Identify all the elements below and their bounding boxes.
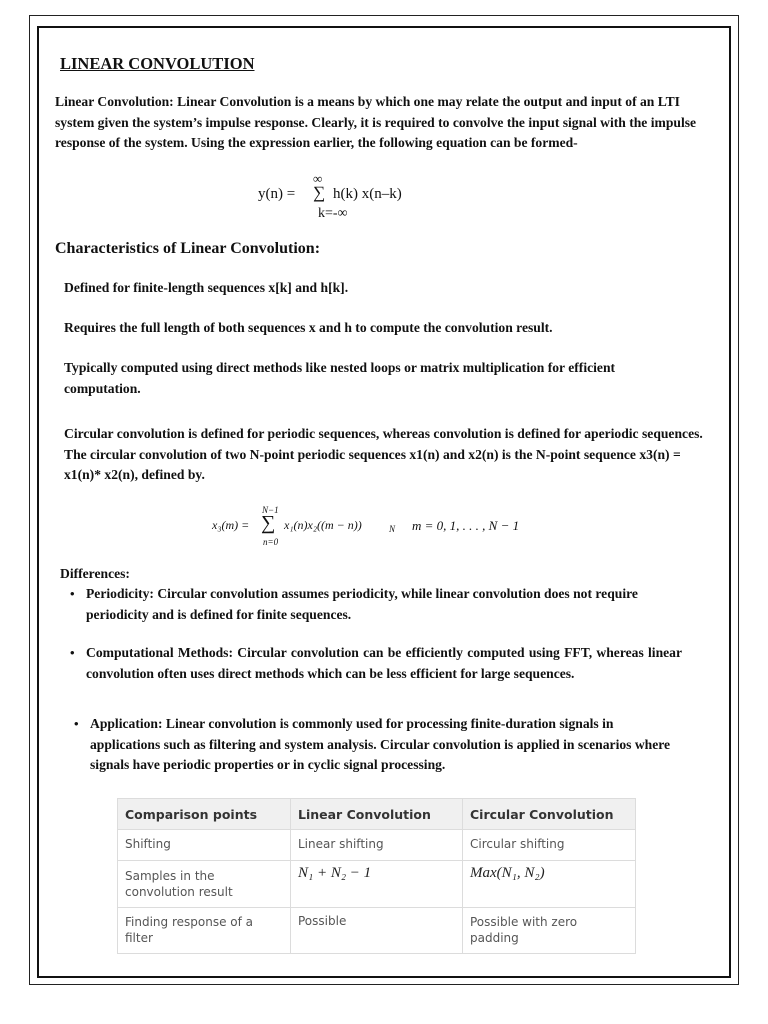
differences-heading: Differences: [60, 566, 130, 581]
table-row [118, 908, 636, 954]
table-row [118, 861, 636, 908]
bullet: • [74, 716, 79, 731]
difference-periodicity: Periodicity: Circular convolution assumes periodicity, while linear convolution does not require periodicity and is defined for finite sequences. [86, 586, 638, 622]
table-cell: Finding response of a filter [118, 908, 291, 954]
table-cell: Linear shifting [291, 830, 463, 861]
eq2-body: x₁(n)x₂((m − n)) [284, 518, 362, 532]
eq2-lower-limit: n=0 [263, 537, 279, 547]
intro-paragraph: Linear Convolution: Linear Convolution is a means by which one may relate the output and input of an LTI system given the system’s impulse response. Clearly, it is required to convolve the input signal with the impulse response of the system. Using the expression earlier, the following equation can be formed- [55, 94, 697, 150]
circular-convolution-equation [212, 505, 542, 551]
eq1-lhs: y(n) = [258, 186, 296, 202]
characteristic-item: Defined for finite-length sequences x[k] and h[k]. [64, 280, 349, 295]
table-row [118, 830, 636, 861]
eq2-sum-symbol: ∑ [261, 512, 276, 534]
table-cell: Circular shifting [463, 830, 636, 861]
eq1-upper-limit: ∞ [313, 171, 323, 186]
difference-computational-methods: Computational Methods: Circular convolution can be efficiently computed using FFT, whereas linear convolution often uses direct methods which can be less efficient for large sequences. [86, 645, 682, 681]
comparison-table [117, 798, 636, 954]
bullet: • [70, 586, 75, 601]
eq2-lhs: x₃(m) = [212, 518, 250, 532]
difference-application: Application: Linear convolution is commonly used for processing finite-duration signals in applications such as filtering and system analysis. Circular convolution is applied in scenarios where signals have periodic properties or in cyclic signal processing. [90, 716, 671, 772]
eq1-lower-limit: k=-∞ [318, 206, 348, 221]
linear-convolution-equation [258, 168, 468, 228]
table-header: Linear Convolution [291, 799, 463, 830]
table-cell: Shifting [118, 830, 291, 861]
table-cell: Possible with zero padding [463, 908, 636, 954]
characteristic-item: Requires the full length of both sequences x and h to compute the convolution result. [64, 320, 553, 335]
table-header: Circular Convolution [463, 799, 636, 830]
eq1-body: h(k) x(n–k) [333, 186, 402, 202]
table-header: Comparison points [118, 799, 291, 830]
characteristics-heading: Characteristics of Linear Convolution: [55, 240, 321, 257]
table-cell: N₁ + N₂ − 1 [291, 861, 463, 908]
eq2-upper-limit: N−1 [262, 505, 279, 515]
characteristic-item: Typically computed using direct methods like nested loops or matrix multiplication for efficient computation. [64, 360, 616, 396]
eq2-range: m = 0, 1, . . . , N − 1 [412, 518, 520, 533]
table-cell: Samples in the convolution result [118, 861, 291, 908]
table-header-row [118, 799, 636, 830]
table-cell: Max(N₁, N₂) [463, 861, 636, 908]
bullet: • [70, 645, 75, 660]
page-title: LINEAR CONVOLUTION [60, 54, 255, 73]
eq2-subscript: N [389, 524, 396, 534]
eq1-sum-symbol: ∑ [313, 183, 326, 202]
circular-convolution-paragraph: Circular convolution is defined for periodic sequences, whereas convolution is defined for aperiodic sequences. The circular convolution of two N-point periodic sequences x1(n) and x2(n) is the N-point sequence x3(n) = x1(n)* x2(n), defined by. [64, 426, 703, 482]
table-cell: Possible [291, 908, 463, 954]
